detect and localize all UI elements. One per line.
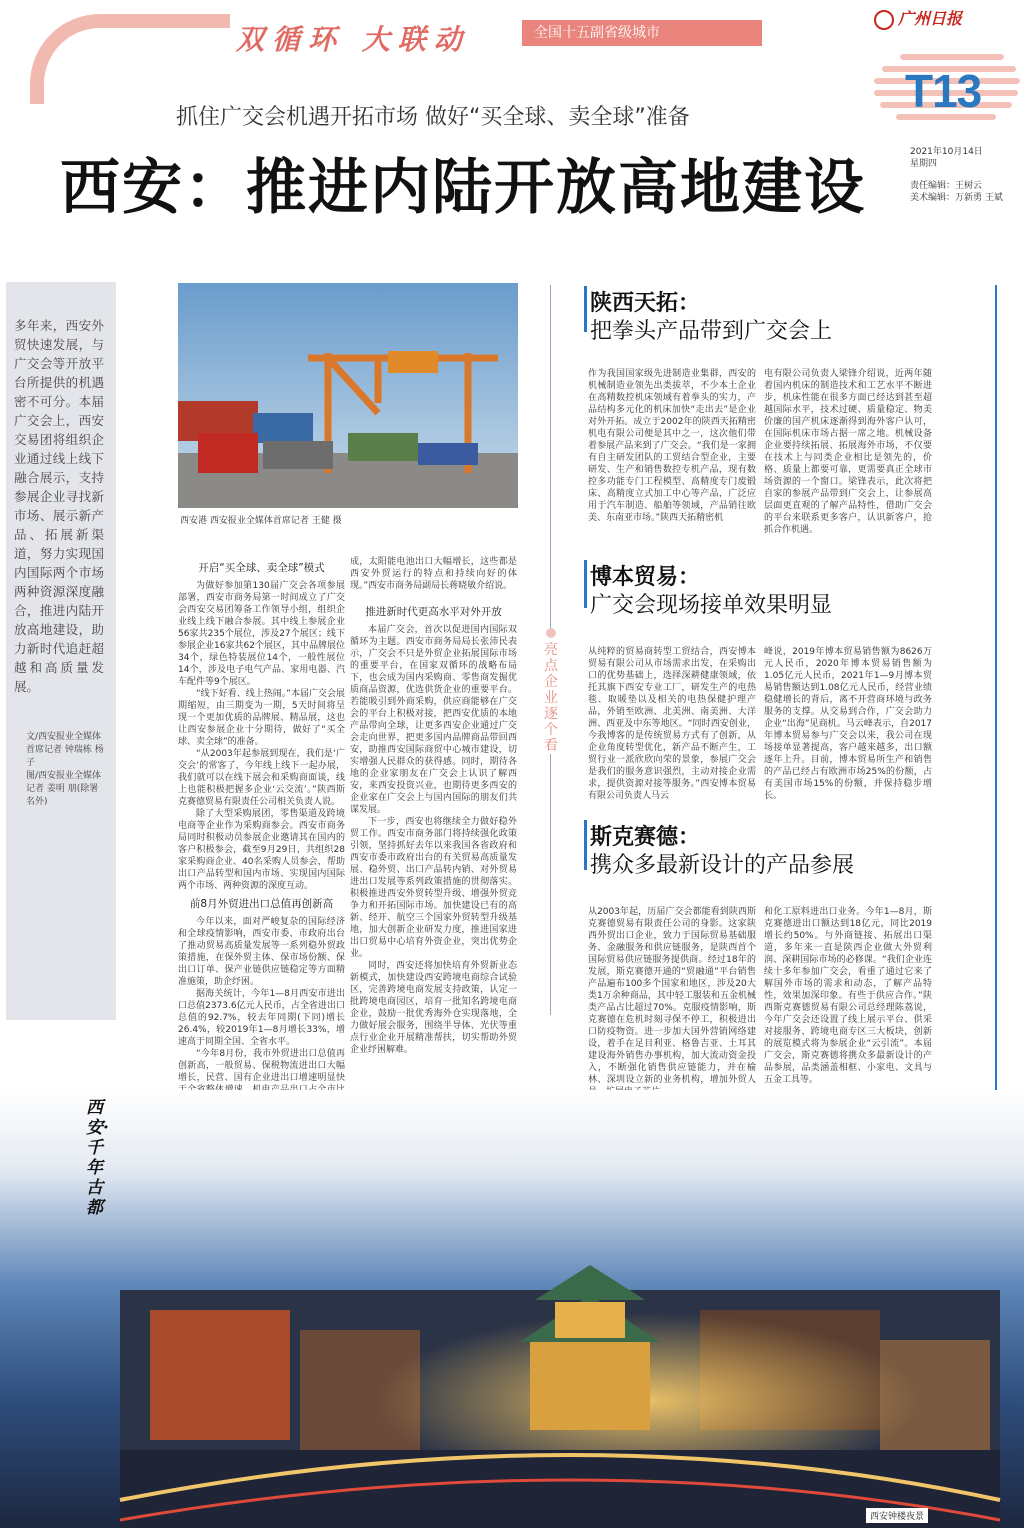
section-subhead: 把拳头产品带到广交会上 <box>590 319 833 344</box>
page-header <box>0 0 1024 117</box>
article-column-2: 成，太阳能电池出口大幅增长，这些都是西安外贸运行的特点和持续向好的体现。”西安市商务局副局长蒋晓敏介绍说。 推进新时代更高水平对外开放 本届广交会，首次以促进国内国际双循环为主题。西安市商务局局长张沛民表示，广交会不只是外贸企业拓展国际市场的重要平台，在国家双循环的战略布局下，也会成为国内采购商、零售商发掘优质商品资源，优选供货企业的重要平台。若能吸引到外商采购，供应商能够在广交会的平台上积极对接，把西安优质的本地产品带向全球，让更多西安企业通过广交会走向世界，把更多国内品牌商品带回西安，助推西安国际商贸中心城市建设，切实增强人民群众的获得感。同时，期待各地的企业家朋友在广交会上认识了解西安，来西安投资兴业，也期待更多西安的企业家在广交会上与国内国际的朋友们共谋发展。 下一步，西安也将继续全力做好稳外贸工作。西安市商务部门将持续强化政策引领，坚持抓好去年以来我国各省政府和西安市委市政府出台的有关贸易高质量发展、稳外贸、出口产品转内销、对外贸易进出口发展等系列政策措施的贯彻落实。积极推进西安外贸转型升级、增强外贸竞争力和开拓国际市场。加快建设已有的高新、经开、航空三个国家外贸转型升级基地，加大创新企业研发力度，推进国家进出口贸易中心培育外资企业，突出优势企业。 同时，西安还将加快培育外贸新业态新模式，加快建设西安跨境电商综合试验区，完善跨境电商发展支持政策，认定一批跨境电商园区，培育一批知名跨境电商企业，鼓励一批优秀海外仓实现落地，全力做好展会服务，围绕半导体、光伏等重点行业企业开展精准帮扶，切实帮助外贸企业纾困解难。 <box>350 557 517 1055</box>
vertical-label: 亮点企业逐个看 <box>542 628 560 754</box>
brush-calligraphy: 西安·千年古都 <box>86 1098 109 1218</box>
headline-title: 西安：推进内陆开放高地建设 <box>60 153 866 223</box>
section-2-col-2: 峰说，2019年博本贸易销售额为8626万元人民币，2020年博本贸易销售额为1.05亿元人民币，2021年1—9月博本贸易销售额达到1.08亿元人民币，经营业绩稳健增长的背后，离不开营商环境与政务服务的支撑。从交易到合作，广交会助力企业“出海”见商机。马云峰表示，自2017年博本贸易参与广交会以来，我公司在现场接单显著提高，客户越来越多，出口额逐年上升。目前，博本贸易所生产和销售的产品已经占有欧洲市场25%的份额，占有美国市场15%的份额，并保持稳步增长。 <box>764 647 932 801</box>
bottom-photo-caption: 西安钟楼夜景 <box>866 1508 928 1523</box>
photo-caption: 西安港 西安报业全媒体首席记者 王健 摄 <box>180 516 342 526</box>
section-head: 陕西天拓： <box>590 291 701 316</box>
section-head: 博本贸易： <box>590 565 701 590</box>
section-subhead: 携众多最新设计的产品参展 <box>590 853 855 878</box>
paper-masthead: 广州日报 <box>874 6 962 30</box>
dot-icon <box>546 628 556 638</box>
decor-arc <box>30 14 230 104</box>
page-meta: 2021年10月14日 星期四 责任编辑：王树云 美术编辑：万新勇 王斌 <box>910 147 1003 203</box>
section-1-col-2: 电有限公司负责人梁锋介绍说，近两年随着国内机床的制造技术和工艺水平不断进步，机床性能在很多方面已经达到甚至超越国际水平，技术过硬、质量稳定、物美价廉的国产机床逐渐得到海外客户认可，在国际机床市场占据一席之地。机械设备企业要持续拓展、拓展海外市场，不仅要在技术上与同类企业相比是领先的，价格、质量上都要可靠，更需要真正全球市场资源的一个窗口。梁锋表示，此次将把自家的参展产品带到广交会上，让参展高层面更直观的了解产品特性，借助广交会的平台来联系更多客户，认识新客户，抢抓合作机遇。 <box>764 369 932 535</box>
headline-subtitle: 抓住广交会机遇开拓市场 做好“买全球、卖全球”准备 <box>176 105 690 130</box>
section-slogan: 双循环 大联动 <box>236 23 470 56</box>
bell-tower-photo <box>0 1090 1024 1528</box>
page-number: T13 <box>905 65 982 117</box>
section-bar <box>584 286 587 332</box>
paper-logo-icon <box>874 10 894 30</box>
byline: 文/西安报业全媒体首席记者 钟瑞栋 杨子 图/西安报业全媒体记者 姜明 朋(除署名外) <box>26 732 104 807</box>
subheading: 前8月外贸进出口总值再创新高 <box>189 898 334 910</box>
section-3-col-1: 从2003年起，历届广交会都能看到陕西斯克赛德贸易有限责任公司的身影。这家陕西外贸出口企业，致力于国际贸易基础服务、金融服务和供应链服务，是陕西首个国际贸易供应链服务提供商。经过18年的发展，斯克赛德开通的“贸融通”平台销售产品遍布100多个国家和地区，涉及20大类1万余种商品，其中轻工服装和五金机械类产品占比超过70%。克服疫情影响，斯克赛德在危机时刻寻保不停工，积极进出口防疫物资。进一步加大国外营销网络建设，着手在足目利亚、格鲁吉亚、土耳其建设海外销售办事机构，加大流动资金投入，不断强化销售供应链能力，并在榆林、深圳设立新的业务机构，增加外贸人 <box>588 907 756 1085</box>
article-column-1: 开启“买全球、卖全球”模式 为做好参加第130届广交会各项参展部署，西安市商务局第一时间成立了广交会西安交易团筹备工作领导小组，组织企业线上线下融合参展。其中线上参展企业56家共235个展位，涉及27个展区；线下参展企业16家共62个展区，其中品牌展位34个，绿色特装展位14个，一般性展位14个，涉及电子电气产品、家用电器、汽车配件等9个展区。 “线下好看、线上热闹。”本届广交会展期缩短，由三期变为一期，5天时间将呈现一个更加优质的品牌展、精品展，这也让西安参展企业十分期待，做好了“买全球、卖全球”的准备。 “从2003年起参展到现在，我们是‘广交会’的常客了，今年线上线下一起办展，我们就可以在线下展会和采购商面谈，线上也能积极把握多企业‘云交流’。”陕西斯克赛德贸易有限责任公司相关负责人说。 除了大型采购展团，零售渠道及跨境电商等企业作为采购商参会。西安市商务局同时积极动员参展企业邀请其在国内的客户积极参会，截至9月29日，共组织28家采购商企业、40名采购人员参会，帮助出口产品转型和国内市场、实现国内国际两个市场、两种资源的深度互动。 前8月外贸进出口总值再创新高 今年以来，面对严峻复杂的国际经济和全球疫情影响，西安市委、市政府出台了推动贸易高质量发展等一系列稳外贸政策措施，在保外贸主体、保市场份额、保出口订单、保产业链供应链稳定等方面精准施策，助企纾困。 据海关统计，今年1—8月西安市进出口总值2373.6亿元人民币，占全省进出口总值的92.7%，较去年同期(下同)增长26.4%，较2019年1—8月增长33%，增速高于同期全国、全省水平。 “今年8月份，我市外贸进出口总值再创新高，一般贸易、保税物流进出口大幅增长，民营、国有企业进出口增速明显快 <box>178 562 345 1083</box>
intro-text: 多年来，西安外贸快速发展，与广交会等开放平台所提供的机遇密不可分。本届广交会上，西安交易团将组织企业通过线上线下融合展示，支持参展企业寻找新市场、展示新产品、拓展新渠道，努力实现国内国际两个市场两种资源深度融合，推进内陆开放高地建设，助力新时代追赶超越和高质量发展。 <box>14 318 104 694</box>
port-photo <box>178 283 518 508</box>
divider <box>995 285 997 1115</box>
subheading: 推进新时代更高水平对外开放 <box>365 606 502 618</box>
section-tag: 全国十五副省级城市 <box>522 20 762 46</box>
section-2-col-1: 从纯粹的贸易商转型工贸结合，西安博本贸易有限公司从市场需求出发，在采购出口的优势基础上，选择深耕健康领域，依托其旗下西安专业工厂，研发生产的电热毯、取暖垫以及相关的电热保健护理产品，外销至欧洲、北美洲、南美洲、大洋洲、西亚及中东等地区。“同时西安创业，今我博客的是传统贸易方式有了创新，从企业角度转型优化，新产品不断产生，工贸行业一派欣欣向荣的景象，参展广交会是我们的服务意识强烈，主动对接企业需求，提供资源对接等服务。”西安博本贸易有限公司负责人马云 <box>588 647 756 801</box>
section-1-col-1: 作为我国国家级先进制造业集群，西安的机械制造业领先出类拔萃，不少本土企业在高精数控机床领域有着拳头的实力，产品结构多元化的机床加快“走出去”是企业对外开拓。成立于2002年的陕西天拓精密机电有限公司便是其中之一，这次他们带着参展产品来到了广交会。“我们是一家拥有自主研发团队的工贸结合型企业，主要研发、生产和销售数控专机产品，现有数控多功能专门工程模型、高精度专门废锻床、高精度立式加工中心等产品，广泛应用于汽车制造、船舶等领域，产品销往欧美、东南亚市场。”陕西天拓精密机 <box>588 369 756 523</box>
subheading: 开启“买全球、卖全球”模式 <box>198 562 325 574</box>
section-3-col-2: 和化工原料进出口业务。今年1—8月，斯克赛德进出口额达到18亿元，同比2019增长约50%。与外商链接、拓展出口渠道，多年来一直是陕西企业做大外贸利润、深耕国际市场的必修课。“我们企业连续十多年参加广交会，看重了通过它来了解国外市场的需求和动态，了解产品特性，效果加深印象。有些于供应合作。”陕西斯克赛德贸易有限公司总经理陈荔说，今年广交会还设置了线上展示平台、供采对接服务、跨境电商专区三大板块，创新的展览模式将为参展企业“云引流”。本届广交会，斯克赛德将携众多最新设计的产品参展，品类涵盖相框、小家电、文具与五金工具等。 <box>764 907 932 1085</box>
section-subhead: 广交会现场接单效果明显 <box>590 593 833 618</box>
section-bar <box>584 560 587 608</box>
section-bar <box>584 820 587 870</box>
section-head: 斯克赛德： <box>590 825 701 850</box>
